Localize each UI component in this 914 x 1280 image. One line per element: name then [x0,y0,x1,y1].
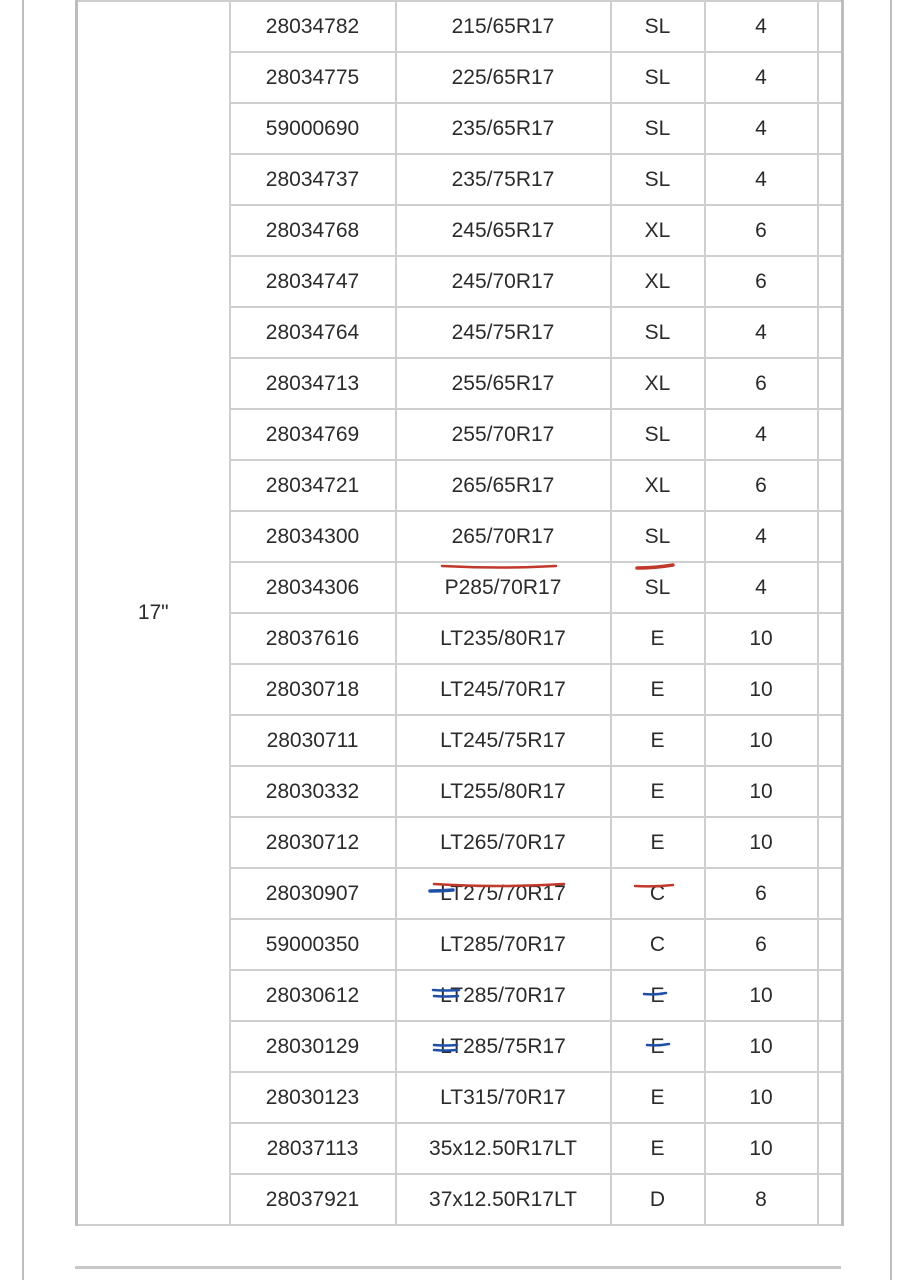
load-range-cell: XL [611,358,705,409]
tire-size-cell: 265/70R17 [396,511,611,562]
tire-size-table [75,0,844,1226]
trailing-empty-cell [818,256,843,307]
part-number-cell: 28034782 [230,1,396,52]
ply-rating-cell: 4 [705,409,818,460]
trailing-empty-cell [818,664,843,715]
tire-size-cell: 255/70R17 [396,409,611,460]
ply-rating-cell: 6 [705,205,818,256]
tire-size-cell: 225/65R17 [396,52,611,103]
frame-left-border [22,0,24,1280]
part-number-cell: 28030612 [230,970,396,1021]
load-range-cell: XL [611,256,705,307]
ply-rating-cell: 4 [705,103,818,154]
ply-rating-cell: 10 [705,817,818,868]
tire-size-cell: 35x12.50R17LT [396,1123,611,1174]
part-number-cell: 28034768 [230,205,396,256]
part-number-cell: 28037616 [230,613,396,664]
part-number-cell: 28034769 [230,409,396,460]
tire-table-body [77,1,843,1225]
trailing-empty-cell [818,511,843,562]
part-number-cell: 28034721 [230,460,396,511]
ply-rating-cell: 6 [705,919,818,970]
ply-rating-cell: 10 [705,970,818,1021]
load-range-cell: C [611,919,705,970]
part-number-cell: 59000350 [230,919,396,970]
trailing-empty-cell [818,562,843,613]
part-number-cell: 28030123 [230,1072,396,1123]
tire-size-cell: LT235/80R17 [396,613,611,664]
load-range-cell: SL [611,154,705,205]
tire-size-cell: 265/65R17 [396,460,611,511]
part-number-cell: 28030718 [230,664,396,715]
ply-rating-cell: 10 [705,664,818,715]
load-range-cell: SL [611,511,705,562]
ply-rating-cell: 10 [705,1021,818,1072]
ply-rating-cell: 6 [705,868,818,919]
ply-rating-cell: 10 [705,1123,818,1174]
load-range-cell: C [611,868,705,919]
tire-size-cell: 245/65R17 [396,205,611,256]
tire-size-cell: 245/70R17 [396,256,611,307]
load-range-cell: E [611,1123,705,1174]
load-range-cell: SL [611,409,705,460]
load-range-cell: SL [611,307,705,358]
ply-rating-cell: 10 [705,1072,818,1123]
ply-rating-cell: 4 [705,562,818,613]
trailing-empty-cell [818,154,843,205]
trailing-empty-cell [818,715,843,766]
ply-rating-cell: 8 [705,1174,818,1225]
tire-size-cell: LT255/80R17 [396,766,611,817]
tire-table-container [75,0,841,1280]
load-range-cell: E [611,817,705,868]
ply-rating-cell: 6 [705,256,818,307]
trailing-empty-cell [818,613,843,664]
ply-rating-cell: 10 [705,715,818,766]
load-range-cell: E [611,1021,705,1072]
load-range-cell: E [611,613,705,664]
tire-size-cell: 235/75R17 [396,154,611,205]
tire-size-cell: LT275/70R17 [396,868,611,919]
tire-size-cell: LT285/75R17 [396,1021,611,1072]
part-number-cell: 28030332 [230,766,396,817]
load-range-cell: D [611,1174,705,1225]
load-range-cell: SL [611,103,705,154]
ply-rating-cell: 4 [705,511,818,562]
load-range-cell: SL [611,562,705,613]
load-range-cell: E [611,664,705,715]
table-bottom-rule [75,1266,841,1269]
load-range-cell: XL [611,205,705,256]
tire-size-cell: 245/75R17 [396,307,611,358]
load-range-cell: E [611,715,705,766]
tire-size-cell: LT245/70R17 [396,664,611,715]
trailing-empty-cell [818,1072,843,1123]
trailing-empty-cell [818,205,843,256]
ply-rating-cell: 4 [705,154,818,205]
part-number-cell: 28034713 [230,358,396,409]
table-row [77,1,843,52]
part-number-cell: 28034775 [230,52,396,103]
ply-rating-cell: 6 [705,460,818,511]
part-number-cell: 28030711 [230,715,396,766]
part-number-cell: 28030712 [230,817,396,868]
load-range-cell: E [611,970,705,1021]
trailing-empty-cell [818,460,843,511]
part-number-cell: 28037113 [230,1123,396,1174]
ply-rating-cell: 6 [705,358,818,409]
trailing-empty-cell [818,358,843,409]
ply-rating-cell: 4 [705,307,818,358]
trailing-empty-cell [818,1,843,52]
tire-size-cell: LT285/70R17 [396,919,611,970]
tire-size-cell: LT265/70R17 [396,817,611,868]
ply-rating-cell: 4 [705,1,818,52]
part-number-cell: 59000690 [230,103,396,154]
trailing-empty-cell [818,868,843,919]
tire-size-cell: LT315/70R17 [396,1072,611,1123]
load-range-cell: E [611,1072,705,1123]
load-range-cell: SL [611,52,705,103]
trailing-empty-cell [818,1123,843,1174]
load-range-cell: SL [611,1,705,52]
tire-size-cell: 37x12.50R17LT [396,1174,611,1225]
part-number-cell: 28034306 [230,562,396,613]
trailing-empty-cell [818,1174,843,1225]
tire-size-cell: P285/70R17 [396,562,611,613]
trailing-empty-cell [818,766,843,817]
ply-rating-cell: 10 [705,766,818,817]
part-number-cell: 28034737 [230,154,396,205]
frame-right-border [890,0,892,1280]
trailing-empty-cell [818,103,843,154]
trailing-empty-cell [818,409,843,460]
trailing-empty-cell [818,817,843,868]
trailing-empty-cell [818,1021,843,1072]
load-range-cell: XL [611,460,705,511]
part-number-cell: 28034747 [230,256,396,307]
tire-size-cell: 235/65R17 [396,103,611,154]
tire-size-cell: LT245/75R17 [396,715,611,766]
part-number-cell: 28034764 [230,307,396,358]
trailing-empty-cell [818,970,843,1021]
part-number-cell: 28030129 [230,1021,396,1072]
part-number-cell: 28034300 [230,511,396,562]
tire-size-cell: 255/65R17 [396,358,611,409]
ply-rating-cell: 4 [705,52,818,103]
trailing-empty-cell [818,919,843,970]
trailing-empty-cell [818,52,843,103]
ply-rating-cell: 10 [705,613,818,664]
tire-size-cell: LT285/70R17 [396,970,611,1021]
wheel-size-cell: 17" [77,1,230,1225]
tire-size-cell: 215/65R17 [396,1,611,52]
trailing-empty-cell [818,307,843,358]
load-range-cell: E [611,766,705,817]
part-number-cell: 28030907 [230,868,396,919]
part-number-cell: 28037921 [230,1174,396,1225]
